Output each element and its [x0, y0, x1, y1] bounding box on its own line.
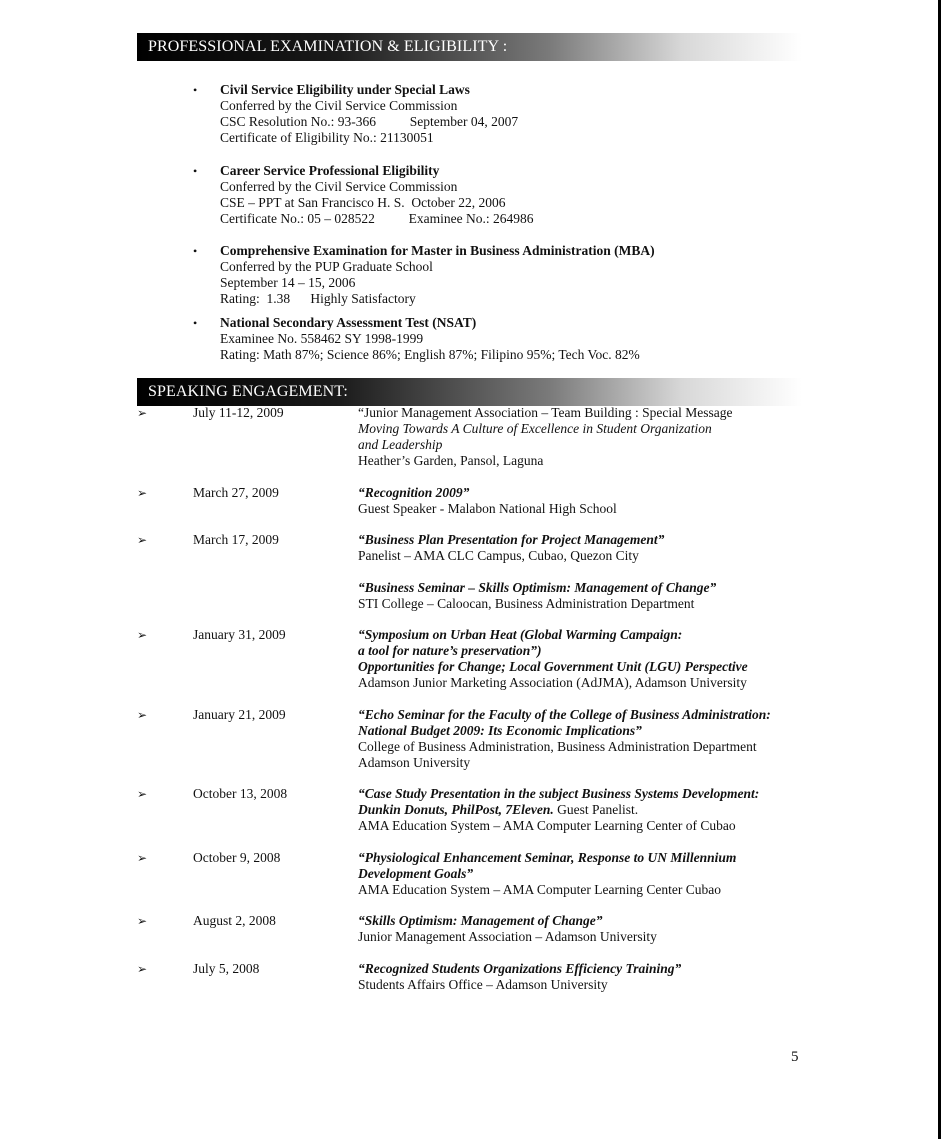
- engagement-date: March 17, 2009: [193, 532, 279, 547]
- exam-detail: Certificate of Eligibility No.: 21130051: [220, 130, 434, 145]
- exam-title: National Secondary Assessment Test (NSAT): [220, 315, 477, 330]
- engagement-title: “Recognized Students Organizations Efficiency Training”: [358, 961, 682, 976]
- arrow-bullet-icon: ➢: [137, 708, 148, 722]
- exam-detail: Conferred by the PUP Graduate School: [220, 259, 433, 274]
- exam-detail: September 14 – 15, 2006: [220, 275, 356, 290]
- exam-title: Career Service Professional Eligibility: [220, 163, 440, 178]
- engagement-venue: STI College – Caloocan, Business Administration Department: [358, 596, 695, 611]
- engagement-title: Dunkin Donuts, PhilPost, 7Eleven.: [358, 802, 554, 817]
- engagement-title: “Business Seminar – Skills Optimism: Management of Change”: [358, 580, 717, 595]
- engagement-title: Development Goals”: [358, 866, 474, 881]
- page-number: 5: [791, 1049, 799, 1065]
- arrow-bullet-icon: ➢: [137, 628, 148, 642]
- exam-detail: Examinee No. 558462 SY 1998-1999: [220, 331, 424, 346]
- engagement-date: October 13, 2008: [193, 786, 288, 801]
- bullet-icon: •: [193, 164, 198, 178]
- bullet-icon: •: [193, 316, 198, 330]
- exam-detail: Rating: 1.38 Highly Satisfactory: [220, 291, 416, 306]
- exam-detail: Rating: Math 87%; Science 86%; English 87%; Filipino 95%; Tech Voc. 82%: [220, 347, 640, 362]
- exam-detail: Conferred by the Civil Service Commission: [220, 98, 458, 113]
- arrow-bullet-icon: ➢: [137, 787, 148, 801]
- engagement-venue: AMA Education System – AMA Computer Learning Center of Cubao: [358, 818, 736, 833]
- arrow-bullet-icon: ➢: [137, 914, 148, 928]
- section-title: PROFESSIONAL EXAMINATION & ELIGIBILITY :: [148, 38, 508, 55]
- engagement-venue: Heather’s Garden, Pansol, Laguna: [358, 453, 544, 468]
- engagement-title: “Junior Management Association – Team Building : Special Message: [358, 405, 733, 420]
- engagement-title: “Case Study Presentation in the subject Business Systems Development:: [358, 786, 760, 801]
- engagement-venue: AMA Education System – AMA Computer Learning Center Cubao: [358, 882, 721, 897]
- engagement-title: “Physiological Enhancement Seminar, Response to UN Millennium: [358, 850, 737, 865]
- engagement-title: “Recognition 2009”: [358, 485, 470, 500]
- exam-detail: CSE – PPT at San Francisco H. S. October 22, 2006: [220, 195, 506, 210]
- bullet-icon: •: [193, 244, 198, 258]
- arrow-bullet-icon: ➢: [137, 406, 148, 420]
- arrow-bullet-icon: ➢: [137, 851, 148, 865]
- engagement-date: July 11-12, 2009: [193, 405, 284, 420]
- engagement-title: “Echo Seminar for the Faculty of the College of Business Administration:: [358, 707, 771, 722]
- exam-detail: CSC Resolution No.: 93-366 September 04, 2007: [220, 114, 519, 129]
- engagement-title: “Skills Optimism: Management of Change”: [358, 913, 603, 928]
- exam-title: Civil Service Eligibility under Special Laws: [220, 82, 470, 97]
- engagement-subtitle: Moving Towards A Culture of Excellence in Student Organization: [358, 421, 712, 436]
- engagement-date: March 27, 2009: [193, 485, 279, 500]
- engagement-title: a tool for nature’s preservation”): [358, 643, 542, 658]
- section-header-professional-examination: [137, 33, 802, 61]
- arrow-bullet-icon: ➢: [137, 533, 148, 547]
- arrow-bullet-icon: ➢: [137, 486, 148, 500]
- engagement-date: January 21, 2009: [193, 707, 286, 722]
- engagement-venue: Junior Management Association – Adamson University: [358, 929, 657, 944]
- section-header-speaking-engagement: [137, 378, 802, 406]
- engagement-date: August 2, 2008: [193, 913, 276, 928]
- engagement-venue: Panelist – AMA CLC Campus, Cubao, Quezon City: [358, 548, 639, 563]
- engagement-venue: Guest Speaker - Malabon National High School: [358, 501, 617, 516]
- arrow-bullet-icon: ➢: [137, 962, 148, 976]
- bullet-icon: •: [193, 83, 198, 97]
- engagement-venue: College of Business Administration, Business Administration Department: [358, 739, 757, 754]
- engagement-date: October 9, 2008: [193, 850, 281, 865]
- engagement-subtitle: and Leadership: [358, 437, 443, 452]
- exam-detail: Conferred by the Civil Service Commission: [220, 179, 458, 194]
- section-title: SPEAKING ENGAGEMENT:: [148, 383, 348, 400]
- engagement-title: “Symposium on Urban Heat (Global Warming Campaign:: [358, 627, 683, 642]
- engagement-date: January 31, 2009: [193, 627, 286, 642]
- engagement-venue: Students Affairs Office – Adamson University: [358, 977, 608, 992]
- engagement-venue: Adamson Junior Marketing Association (AdJMA), Adamson University: [358, 675, 747, 690]
- engagement-venue: Adamson University: [358, 755, 471, 770]
- engagement-title: “Business Plan Presentation for Project Management”: [358, 532, 665, 547]
- exam-title: Comprehensive Examination for Master in Business Administration (MBA): [220, 243, 655, 258]
- exam-detail: Certificate No.: 05 – 028522 Examinee No.: 264986: [220, 211, 534, 226]
- engagement-title: National Budget 2009: Its Economic Implications”: [358, 723, 642, 738]
- engagement-date: July 5, 2008: [193, 961, 260, 976]
- engagement-subtitle: Opportunities for Change; Local Government Unit (LGU) Perspective: [358, 659, 748, 674]
- engagement-role: Guest Panelist.: [553, 802, 639, 817]
